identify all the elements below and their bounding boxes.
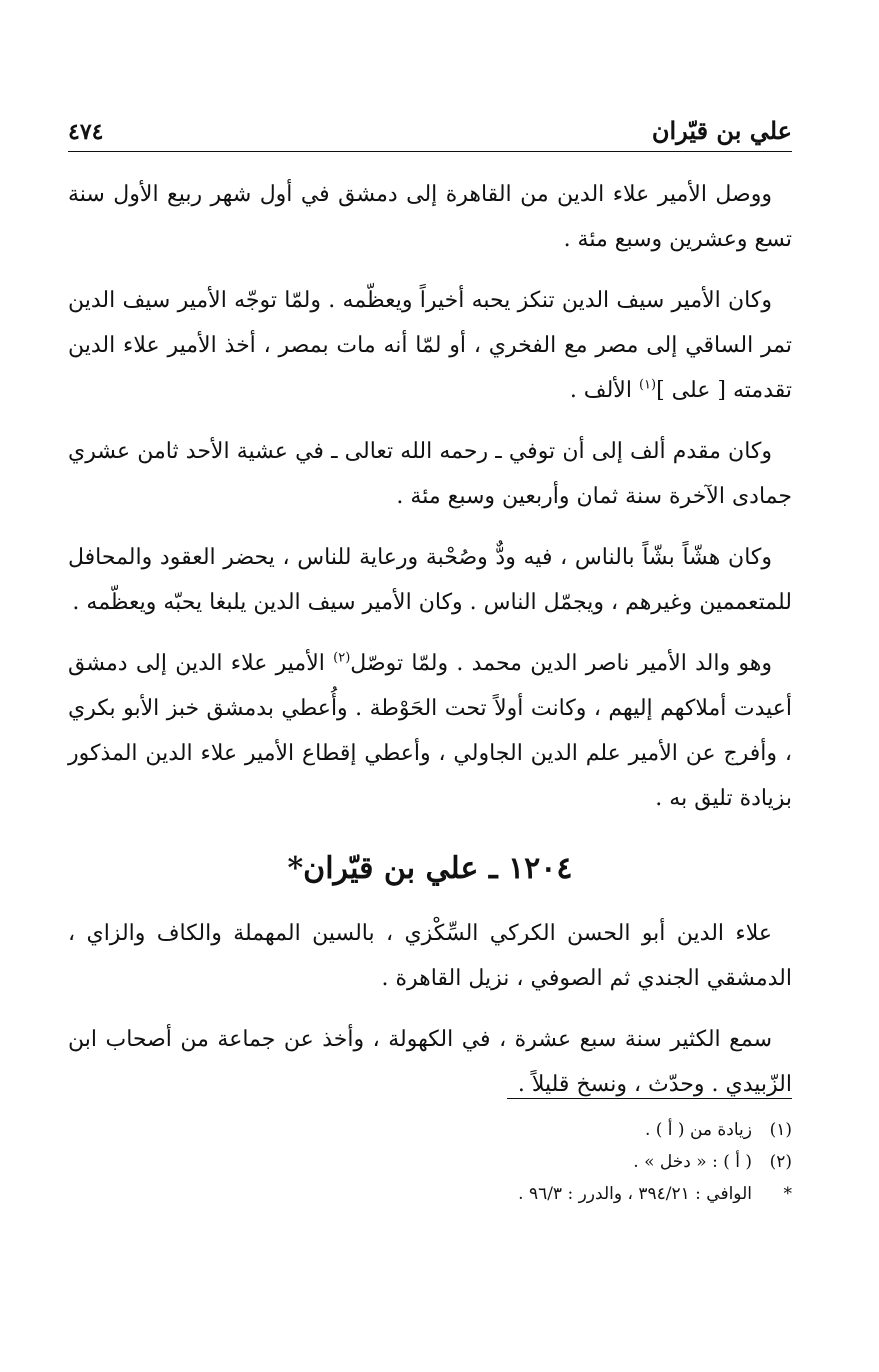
paragraph [68,641,792,821]
paragraph-text: وكان الأمير سيف الدين تنكز يحبه أخيراً ويعظّمه . ولمّا توجّه الأمير سيف الدين تمر الساقي إلى مصر مع الفخري ، أو لمّا أنه مات بمصر ، أخذ الأمير علاء الدين تقدمته [ على ] [68,288,792,403]
footnote-text: الوافي : ٣٩٤/٢١ ، والدرر : ٩٦/٣ . [518,1184,752,1204]
paragraph [68,535,792,625]
footnote-text: زيادة من ( أ ) . [644,1120,752,1140]
footnote-divider [507,1098,792,1099]
paragraph [68,278,792,413]
footnote-mark: (١) [769,1120,792,1140]
paragraph-text: سمع الكثير سنة سبع عشرة ، في الكهولة ، وأخذ عن جماعة من أصحاب ابن الزّبيدي . وحدّث ، ونسخ قليلاً . [68,1027,792,1097]
footnote-reference: (٢) [333,650,351,666]
paragraph [68,1017,792,1107]
running-title: علي بن قيّران [651,116,792,145]
footnote-text: ( أ ) : « دخل » . [633,1152,752,1172]
footnote [92,1146,792,1178]
footnote [92,1178,792,1210]
paragraph-text-continued: الأمير علاء الدين إلى دمشق أعيدت أملاكهم إليهم ، وكانت أولاً تحت الحَوْطة . وأُعطي بدمشق خبز الأبو بكري ، وأفرج عن الأمير علم الدين الجاولي ، وأعطي إقطاع الأمير علاء الدين المذكور بزيادة تليق به . [68,651,792,811]
entry-heading: ١٢٠٤ ـ علي بن قيّران* [287,851,573,886]
paragraph-text: وهو والد الأمير ناصر الدين محمد . ولمّا توصّل [350,651,772,676]
paragraph-text: وكان هشّاً بشّاً بالناس ، فيه ودٌّ وصُحْبة ورعاية للناس ، يحضر العقود والمحافل للمتعممين وغيرهم ، ويجمّل الناس . وكان الأمير سيف الدين يلبغا يحبّه ويعظّمه . [68,545,792,615]
page-number: ٤٧٤ [68,119,104,145]
paragraph [68,911,792,1001]
paragraph [68,429,792,519]
paragraph-text: علاء الدين أبو الحسن الكركي السِّكْزي ، بالسين المهملة والكاف والزاي ، الدمشقي الجندي ثم الصوفي ، نزيل القاهرة . [68,921,792,991]
page-header [68,112,792,152]
footnotes [92,1114,792,1210]
footnote-mark: (٢) [769,1152,792,1172]
footnote-mark: * [783,1184,792,1204]
footnote [92,1114,792,1146]
paragraph-text: ووصل الأمير علاء الدين من القاهرة إلى دمشق في أول شهر ربيع الأول سنة تسع وعشرين وسبع مئة . [68,182,792,252]
footnote-reference: (١) [638,377,657,393]
main-text [68,172,792,1123]
paragraph-text-continued: الألف . [569,378,639,403]
paragraph-text: وكان مقدم ألف إلى أن توفي ـ رحمه الله تعالى ـ في عشية الأحد ثامن عشري جمادى الآخرة سنة ثمان وأربعين وسبع مئة . [68,439,792,509]
paragraph [68,172,792,262]
